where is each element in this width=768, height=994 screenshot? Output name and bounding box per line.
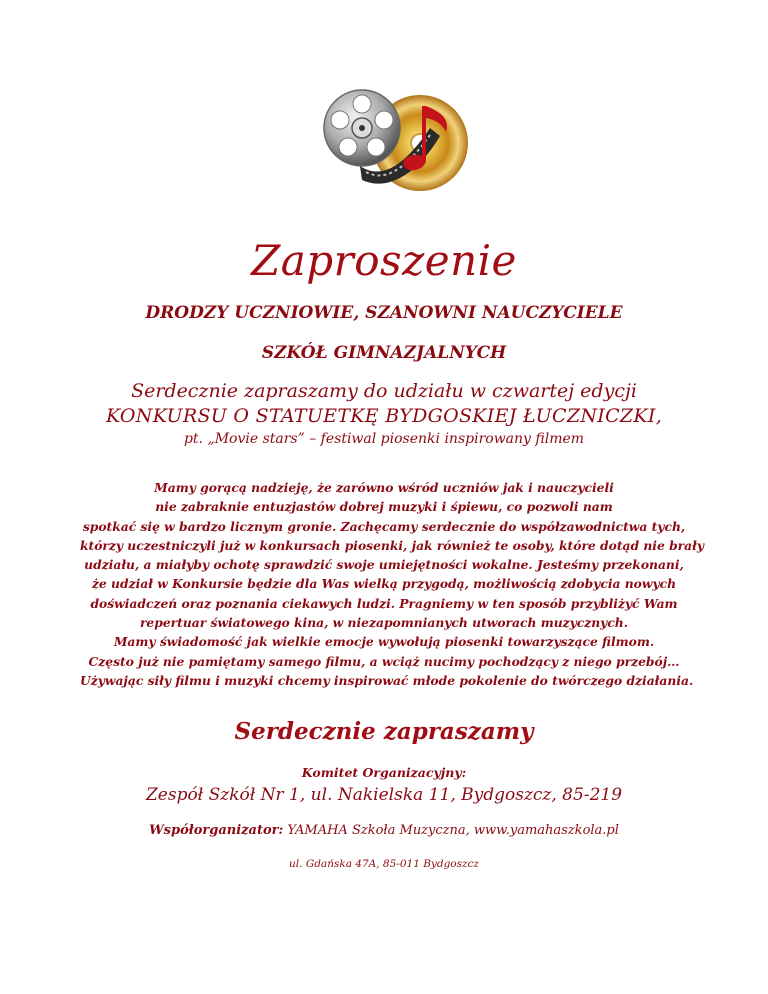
body-line: spotkać się w bardzo licznym gronie. Zachęcamy serdecznie do współzawodnictwa tych, — [82, 518, 686, 534]
committee-label: Komitet Organizacyjny: — [301, 765, 467, 780]
body-line: Mamy świadomość jak wielkie emocje wywołują piosenki towarzyszące filmom. — [113, 634, 655, 650]
body-line: nie zabraknie entuzjastów dobrej muzyki i śpiewu, co pozwoli nam — [155, 499, 613, 515]
greeting-line-2: SZKÓŁ GIMNAZJALNYCH — [261, 343, 507, 363]
body-line: repertuar światowego kina, w niezapomnianych utworach muzycznych. — [139, 615, 629, 631]
body-line: doświadczeń oraz poznania ciekawych ludzi. Pragniemy w ten sposób przybliżyć Wam — [90, 595, 678, 611]
body-line: udziału, a miałyby ochotę sprawdzić swoje umiejętności wokalne. Jesteśmy przekonani, — [84, 557, 684, 573]
body-line: Mamy gorącą nadzieję, że zarówno wśród uczniów jak i nauczycieli — [154, 480, 614, 495]
coorganizer-value: YAMAHA Szkoła Muzyczna, www.yamahaszkola.pl — [283, 823, 619, 838]
committee-address: Zespół Szkół Nr 1, ul. Nakielska 11, Bydgoszcz, 85-219 — [145, 785, 623, 805]
invitation-line-1: Serdecznie zapraszamy do udziału w czwartej edycji — [131, 380, 637, 402]
invitation-subtitle: pt. „Movie stars” – festiwal piosenki inspirowany filmem — [183, 431, 585, 447]
body-line: Używając siły filmu i muzyki chcemy inspirować młode pokolenie do twórczego działania. — [80, 672, 694, 688]
greeting-line-1: DRODZY UCZNIOWIE, SZANOWNI NAUCZYCIELE — [145, 303, 623, 323]
body-line: że udział w Konkursie będzie dla Was wielką przygodą, możliwością zdobycia nowych — [91, 576, 677, 592]
page-title: Zaproszenie — [251, 236, 517, 285]
coorganizer-street: ul. Gdańska 47A, 85-011 Bydgoszcz — [289, 858, 479, 870]
closing-heading: Serdecznie zapraszamy — [234, 718, 534, 745]
body-line: którzy uczestniczyli już w konkursach piosenki, jak również te osoby, które dotąd nie brały — [80, 537, 704, 553]
invitation-contest-name: KONKURSU O STATUETKĘ BYDGOSKIEJ ŁUCZNICZKI, — [105, 405, 663, 427]
coorganizer-label: Współorganizator: — [149, 823, 284, 838]
invitation-body — [80, 478, 704, 690]
coorganizer — [0, 823, 768, 838]
film-reel-music-cd-icon — [290, 88, 480, 208]
body-line: Często już nie pamiętamy samego filmu, a wciąż nucimy pochodzący z niego przebój… — [88, 653, 680, 669]
